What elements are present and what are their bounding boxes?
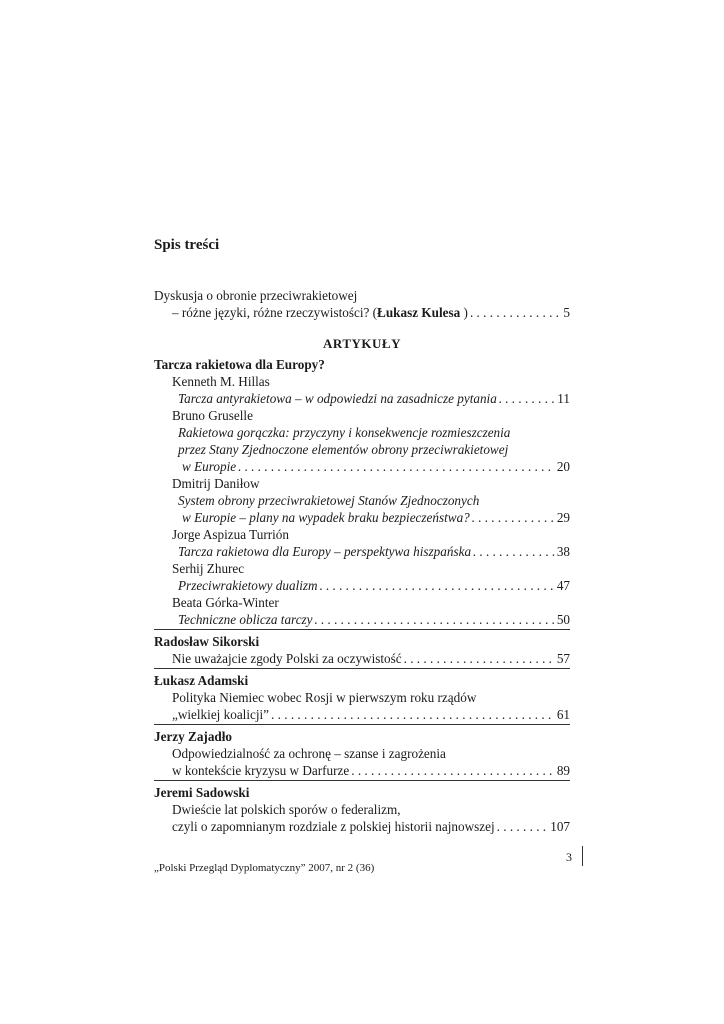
page-ref: 47: [556, 578, 570, 593]
intro-line-1: [154, 287, 570, 304]
entry-title-line: [172, 745, 570, 762]
article-title: czyli o zapomnianym rozdziale z polskiej historii najnowszej: [172, 819, 495, 834]
entry-author: [172, 560, 570, 577]
author-name: Jerzy Zajadło: [154, 729, 233, 744]
entry-title-line: [178, 577, 570, 594]
page-ref: 57: [556, 651, 570, 666]
intro-title-close: ): [460, 305, 468, 320]
page-title: Spis treści: [154, 237, 220, 253]
page-number: 3: [566, 850, 572, 864]
entry-title-line: [178, 441, 570, 458]
author-name: Jeremi Sadowski: [154, 785, 250, 800]
page-ref: 89: [556, 763, 570, 778]
intro-page: 5: [563, 305, 570, 320]
article-title: Techniczne oblicza tarczy: [178, 612, 313, 627]
article-title: w Europie: [182, 459, 237, 474]
article-title: w Europie – plany na wypadek braku bezpieczeństwa?: [182, 510, 470, 525]
divider: [154, 780, 570, 781]
divider: [154, 629, 570, 630]
author-name: Kenneth M. Hillas: [172, 374, 270, 389]
entry-title-line: [172, 689, 570, 706]
article-title: w kontekście kryzysu w Darfurze: [172, 763, 350, 778]
author-name: Jorge Aspizua Turrión: [172, 527, 289, 542]
page-ref: 38: [556, 544, 570, 559]
author-name: Dmitrij Daniłow: [172, 476, 260, 491]
page-ref: 50: [556, 612, 570, 627]
article-title: Tarcza rakietowa dla Europy – perspektywa hiszpańska: [178, 544, 472, 559]
leader-dots: [497, 818, 549, 835]
intro-author: Łukasz Kulesa: [377, 305, 461, 320]
entry-author: [172, 594, 570, 611]
page-ref: 61: [556, 707, 570, 722]
page-number-rule: [582, 846, 583, 866]
entry-title-line: [178, 543, 570, 560]
section-heading: ARTYKUŁY: [323, 336, 401, 351]
entry-title-line: [172, 762, 570, 779]
entry-title-line: [178, 424, 570, 441]
article-title: System obrony przeciwrakietowej Stanów Zjednoczonych: [178, 493, 480, 508]
divider: [154, 724, 570, 725]
author-name: Beata Górka-Winter: [172, 595, 279, 610]
entry-title-line: [182, 509, 570, 526]
article-title: Odpowiedzialność za ochronę – szanse i zagrożenia: [172, 746, 446, 761]
entry-author: [154, 672, 570, 689]
page-ref: 20: [556, 459, 570, 474]
article-title: „wielkiej koalicji”: [172, 707, 270, 722]
entry-title-line: [182, 458, 570, 475]
entry-title-line: [172, 801, 570, 818]
entry-title-line: [172, 650, 570, 667]
leader-dots: [404, 650, 555, 667]
author-name: Serhij Zhurec: [172, 561, 245, 576]
page-ref: 107: [550, 819, 570, 834]
leader-dots: [351, 762, 555, 779]
entry-title-line: [172, 706, 570, 723]
leader-dots: [271, 706, 555, 723]
group-heading-text: Tarcza rakietowa dla Europy?: [154, 357, 325, 372]
page-ref: 29: [556, 510, 570, 525]
leader-dots: [499, 390, 555, 407]
author-name: Bruno Gruselle: [172, 408, 253, 423]
author-name: Radosław Sikorski: [154, 634, 260, 649]
entry-author: [172, 407, 570, 424]
leader-dots: [315, 611, 555, 628]
article-title: Przeciwrakietowy dualizm: [178, 578, 318, 593]
leader-dots: [470, 304, 561, 321]
leader-dots: [472, 509, 555, 526]
article-title: Polityka Niemiec wobec Rosji w pierwszym roku rządów: [172, 690, 477, 705]
page-ref: 11: [557, 391, 570, 406]
intro-title-1: Dyskusja o obronie przeciwrakietowej: [154, 288, 358, 303]
article-title: Tarcza antyrakietowa – w odpowiedzi na zasadnicze pytania: [178, 391, 497, 406]
article-title: przez Stany Zjednoczone elementów obrony przeciwrakietowej: [178, 442, 509, 457]
intro-line-2: [172, 304, 570, 321]
author-name: Łukasz Adamski: [154, 673, 249, 688]
leader-dots: [320, 577, 555, 594]
entry-author: [172, 526, 570, 543]
divider: [154, 668, 570, 669]
intro-title-2: – różne języki, różne rzeczywistości? (: [172, 305, 378, 320]
entry-title-line: [178, 390, 570, 407]
article-title: Nie uważajcie zgody Polski za oczywistość: [172, 651, 402, 666]
footer-journal: „Polski Przegląd Dyplomatyczny” 2007, nr 2 (36): [154, 862, 375, 874]
leader-dots: [238, 458, 555, 475]
entry-author: [154, 633, 570, 650]
article-title: Dwieście lat polskich sporów o federalizm,: [172, 802, 401, 817]
entry-author: [172, 475, 570, 492]
entry-author: [172, 373, 570, 390]
entry-author: [154, 784, 570, 801]
leader-dots: [473, 543, 555, 560]
entry-title-line: [178, 492, 570, 509]
entry-title-line: [178, 611, 570, 628]
entry-title-line: [172, 818, 570, 835]
entry-author: [154, 728, 570, 745]
group-heading: [154, 356, 570, 373]
article-title: Rakietowa gorączka: przyczyny i konsekwencje rozmieszczenia: [178, 425, 511, 440]
